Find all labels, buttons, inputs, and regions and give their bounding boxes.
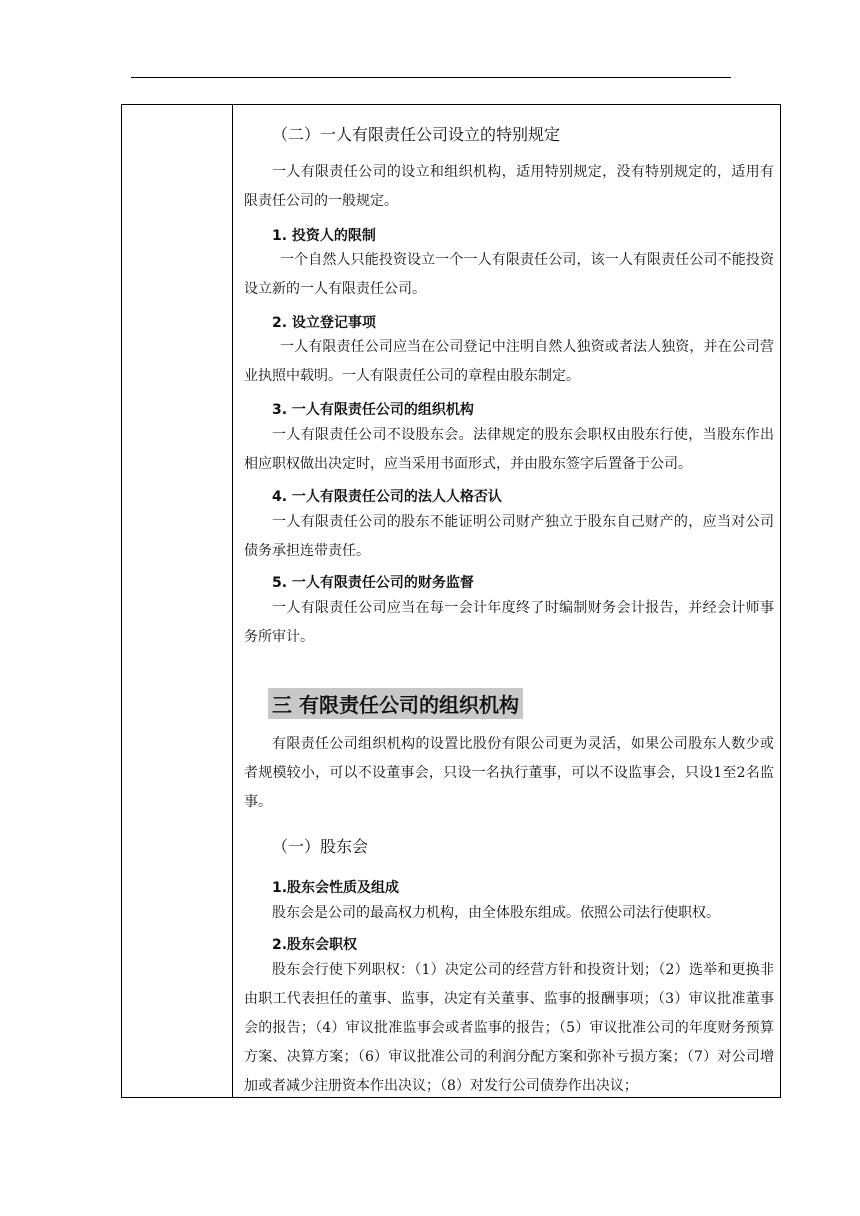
page-header-rule <box>131 77 731 78</box>
item-heading-investor-limit: 1. 投资人的限制 <box>272 228 376 244</box>
item-heading-financial-supervision: 5. 一人有限责任公司的财务监督 <box>272 575 474 591</box>
subsection-heading-shareholders-meeting: （一）股东会 <box>272 837 369 856</box>
item-heading-nature-composition: 1.股东会性质及组成 <box>272 880 400 896</box>
paragraph-powers: 股东会行使下列职权：（1）决定公司的经营方针和投资计划；（2）选举和更换非由职工代表担任的董事、监事，决定有关董事、监事的报酬事项；（3）审议批准董事会的报告；（4）审议批准监事会或者监事的报告；（5）审议批准公司的年度财务预算方案、决算方案；（6）审议批准公司的利润分配方案和弥补亏损方案；（7）对公司增加或者减少注册资本作出决议；（8）对发行公司债券作出决议； <box>244 962 774 1094</box>
paragraph-organization: 一人有限责任公司不设股东会。法律规定的股东会职权由股东行使，当股东作出相应职权做出决定时，应当采用书面形式，并由股东签字后置备于公司。 <box>244 427 774 472</box>
paragraph-veil-piercing: 一人有限责任公司的股东不能证明公司财产独立于股东自己财产的，应当对公司债务承担连带责任。 <box>244 514 774 559</box>
item-heading-organization: 3. 一人有限责任公司的组织机构 <box>272 402 474 418</box>
table-content-cell <box>244 104 774 1098</box>
paragraph-section-intro: 有限责任公司组织机构的设置比股份有限公司更为灵活，如果公司股东人数少或者规模较小，可以不设董事会，只设一名执行董事，可以不设监事会，只设1至2名监事。 <box>244 736 774 810</box>
table-column-divider <box>232 104 233 1098</box>
paragraph-nature-composition: 股东会是公司的最高权力机构，由全体股东组成。依照公司法行使职权。 <box>272 905 720 921</box>
item-heading-veil-piercing: 4. 一人有限责任公司的法人人格否认 <box>272 489 502 505</box>
item-heading-registration: 2. 设立登记事项 <box>272 315 376 331</box>
paragraph-intro: 一人有限责任公司的设立和组织机构，适用特别规定，没有特别规定的，适用有限责任公司的一般规定。 <box>244 164 774 209</box>
subsection-heading-special-rules: （二）一人有限责任公司设立的特别规定 <box>272 125 561 144</box>
paragraph-financial-supervision: 一人有限责任公司应当在每一会计年度终了时编制财务会计报告，并经会计师事务所审计。 <box>244 600 774 645</box>
section-title-organization: 三 有限责任公司的组织机构 <box>268 688 523 719</box>
paragraph-registration: 一人有限责任公司应当在公司登记中注明自然人独资或者法人独资，并在公司营业执照中载明。一人有限责任公司的章程由股东制定。 <box>244 339 774 384</box>
item-heading-powers: 2.股东会职权 <box>272 937 358 953</box>
paragraph-investor-limit: 一个自然人只能投资设立一个一人有限责任公司，该一人有限责任公司不能投资设立新的一人有限责任公司。 <box>244 252 774 297</box>
